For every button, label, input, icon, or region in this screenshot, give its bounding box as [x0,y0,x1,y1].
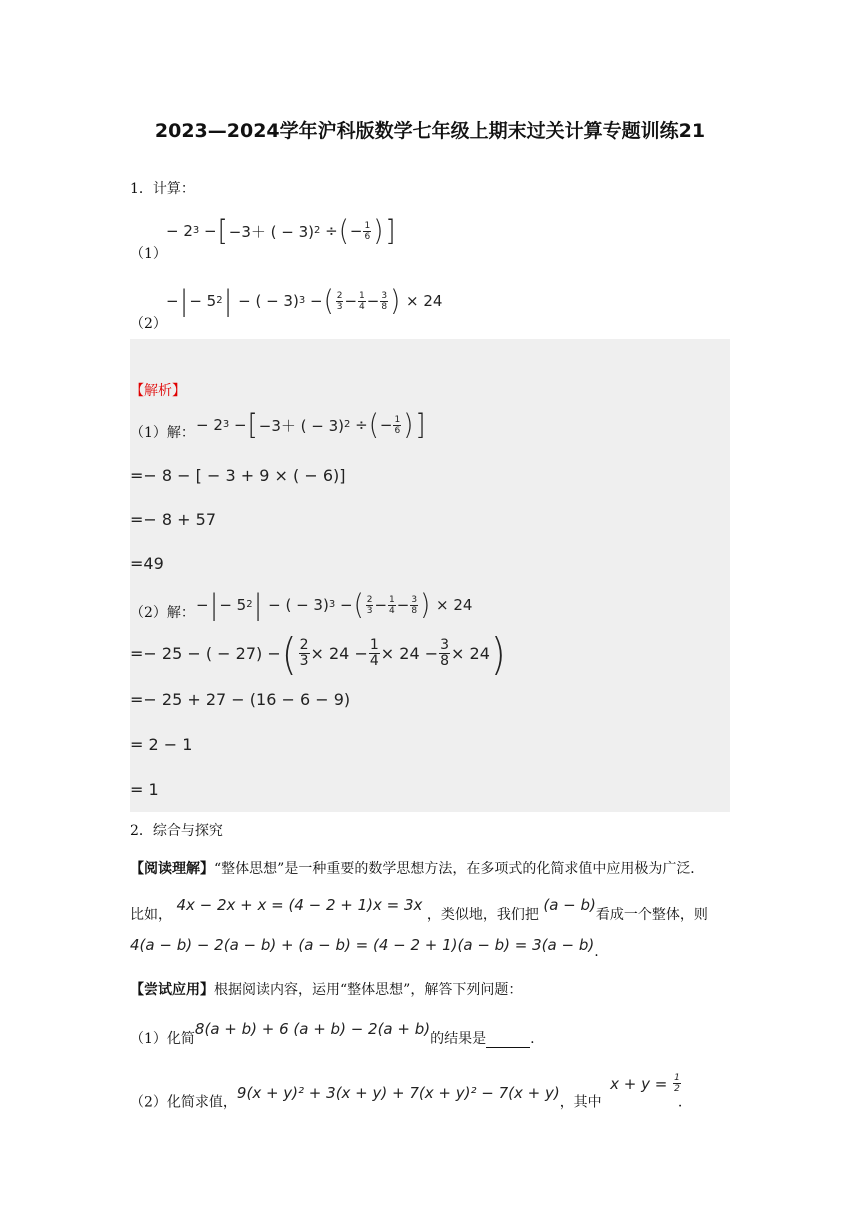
q2-part2-line [130,1073,683,1112]
q2-part2-mid: ，其中 [559,1094,602,1111]
q2-part2-end: . [677,1094,683,1111]
example-line [130,896,708,924]
reading-text: “整体思想”是一种重要的数学思想方法，在多项式的化简求值中应用极为广泛． [214,861,705,877]
q2-part2-expression: 9(x + y)² + 3(x + y) + 7(x + y)² − 7(x + y) [236,1083,560,1102]
solution-1-prefix: （1）解： [130,425,195,441]
q1-part1-label: （1） [130,246,167,262]
q2-part1-prefix: （1）化简 [130,1031,195,1047]
solution-panel [130,339,730,812]
condition-numerator: 1 [674,1073,680,1083]
q1-part2-label: （2） [130,316,167,332]
condition-denominator: 2 [674,1084,680,1094]
example-term: (a − b) [543,896,596,914]
example-equation: 4x − 2x + x = (4 − 2 + 1)x = 3x [176,896,423,914]
q2-part2-prefix: （2）化简求值， [130,1094,237,1111]
solution-2-step-4: = 1 [130,780,159,799]
question-2-header [130,820,223,840]
q2-part1-expression: 8(a + b) + 6 (a + b) − 2(a + b) [194,1020,431,1038]
apply-text: 根据阅读内容，运用“整体思想”，解答下列问题： [214,982,523,998]
solution-2-step-3: = 2 − 1 [130,735,193,754]
solution-heading: 【解析】 [130,383,186,399]
reading-paragraph [130,858,704,878]
q2-part1-end: . [530,1031,535,1047]
question-label: 综合与探究 [152,823,223,839]
example-equation-2-line [130,935,599,960]
question-number: 1． [130,181,153,197]
page-title: 2023—2024学年沪科版数学七年级上期末过关计算专题训练21 [154,120,706,142]
solution-1-step-3: =49 [130,554,164,573]
answer-blank [486,1033,530,1048]
example-mid: ，类似地，我们把 [426,907,539,923]
solution-2-prefix: （2）解： [130,605,195,621]
apply-tag: 【尝试应用】 [130,982,214,998]
q1-part1-expression: − 2 3 − [ −3＋ ( − 3) 2 ÷ ( − $\frac{1}{6}$ ) ] [166,214,396,248]
question-1-header [130,178,195,198]
solution-2-step-1: =− 25 − ( − 27) − ( $\frac{2}{3}$ × 24 − $\frac{1}{4}$ × 24 − $\frac{3}{8}$ × 24 ) [130,628,506,679]
apply-paragraph [130,979,522,999]
example-suffix: 看成一个整体，则 [595,907,708,923]
condition-lhs: x + y = [610,1074,668,1093]
q2-part1-suffix: 的结果是 [430,1031,487,1047]
example-prefix: 比如， [130,907,172,923]
q1-part2-expression: − | − 5 2 | − ( − 3) 3 − ( $\frac{2}{3}$ − $\frac{1}{4}$ − $\frac{3}{8}$ ) × 24 [166,284,443,318]
question-label: 计算： [152,181,195,197]
solution-2-step-2: =− 25 + 27 − (16 − 6 − 9) [130,690,351,709]
solution-1-step-1: =− 8 − [ − 3 + 9 × ( − 6)] [130,466,346,485]
question-number: 2． [130,823,153,839]
solution-1-step-2: =− 8 + 57 [130,510,217,529]
q2-part1-line [130,1020,535,1048]
reading-tag: 【阅读理解】 [130,861,214,877]
example-end: . [594,944,599,960]
q2-part2-condition [610,1073,682,1094]
example-equation-2: 4(a − b) − 2(a − b) + (a − b) = (4 − 2 + 1)(a − b) = 3(a − b) [130,936,595,954]
solution-1-expression: − 2 3 − [ −3＋ ( − 3) 2 ÷ ( − $\frac{1}{6}$ ) ] [196,408,426,442]
solution-2-expression: − | − 5 2 | − ( − 3) 3 − ( $\frac{2}{3}$ − $\frac{1}{4}$ − $\frac{3}{8}$ ) × 24 [196,588,473,622]
